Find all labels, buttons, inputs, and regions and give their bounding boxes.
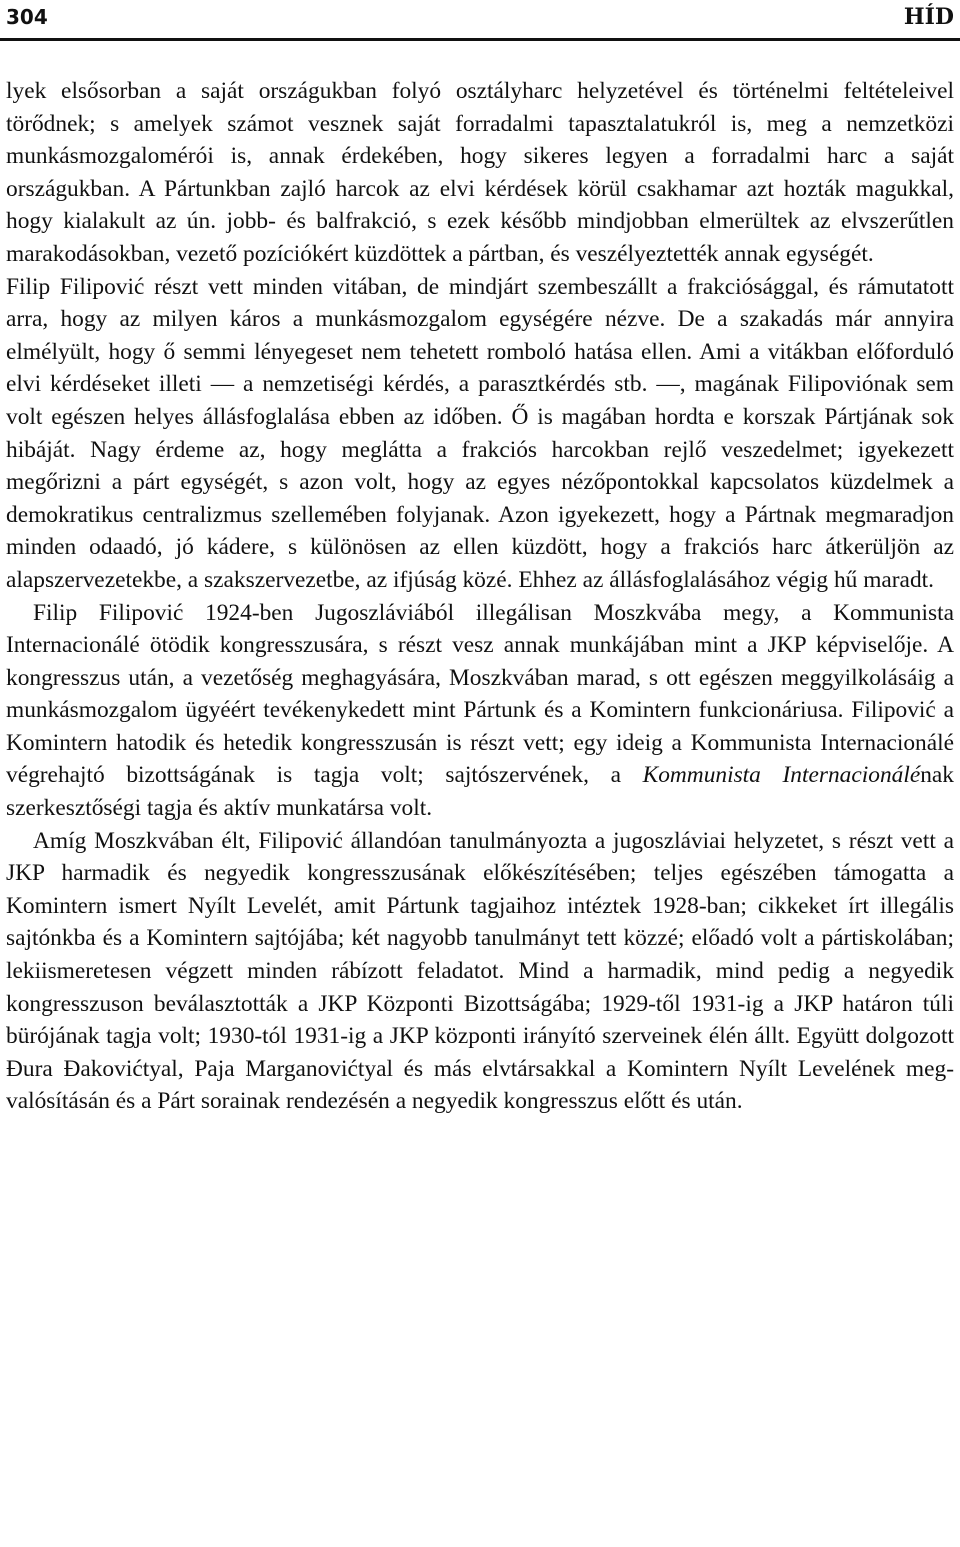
page-number: 304 (6, 5, 48, 29)
header-rule (0, 38, 960, 41)
paragraph-text: nak szerkesztőségi tagja és aktív munkatársa volt. (6, 762, 954, 822)
paragraph-text: Amíg Moszkvában élt, Filipović állandóan tanulmányozta a jugoszláviai helyzetet, s részt vett a JKP harmadik és negyedik kongresszusának előkészítésében; teljes egészében támogatta a Komintern ismert Nyílt Levelét, amit Pártunk tagjaihoz intéztek 1928-ban; cikkeket írt illegális sajtónkba és a Komintern sajtójába; két nagyobb tanulmányt tett közzé; előadó volt a pártiskolában; lekiismeretesen végzett minden rábízott feladatot. Mind a harmadik, mind pedig a negyedik kongresszuson beválasztották a JKP Központi Bizottságába; 1929-től 1931-ig a JKP határon túli bürójának tagja volt; 1930-tól 1931-ig a JKP központi irányító szerveinek élén állt. Együtt dolgozott Đura Đakovićtyal, Paja Marganovićtyal és más elvtársakkal a Komintern Nyílt Levelének megvalósításán és a Párt sorainak rendezésén a negyedik kongresszus előtt és után. (6, 827, 954, 1115)
body-text (6, 75, 954, 1118)
paragraph-text: Filip Filipović részt vett minden vitában, de mindjárt szembeszállt a frakciósággal, és rámutatott arra, hogy az milyen káros a munkásmozgalom egységére nézve. De a szakadás már annyira elmélyült, hogy ő semmi lényegeset nem tehetett romboló hatása ellen. Ami a vitákban előforduló elvi kérdéseket illeti — a nemzetiségi kérdés, a parasztkérdés stb. —, magának Filipoviónak sem volt egészen helyes állásfoglalása ebben az időben. Ő is magában hordta e korszak Pártjának sok hibáját. Nagy érdeme az, hogy meglátta a frakciós harcokban rejlő veszedelmet; igyekezett megőrizni a párt egységét, s azon volt, hogy az egyes nézőpontokkal kapcsolatos küzdelmek a demokratikus centralizmus szellemében folyjanak. Azon igyekezett, hogy a Pártnak megmaradjon minden odaadó, jó kádere, s különösen az ellen küzdött, hogy a frakciós harc átkerüljön az alapszervezetekbe, a szakszervezetbe, az ifjúság közé. Ehhez az állásfoglalásához végig hű maradt. (6, 273, 954, 593)
paragraph (6, 75, 954, 271)
paragraph (6, 597, 954, 825)
paragraph-text: lyek elsősorban a saját országukban folyó osztályharc helyzetével és történelmi feltételeivel törődnek; s amelyek számot vesznek saját forradalmi tapasztalatukról is, meg a nemzetközi munkásmozgalomérói is, annak érdekében, hogy sikeres legyen a forradalmi harc a saját országukban. A Pártunkban zajló harcok az elvi kérdések körül csakhamar azt hozták magukkal, hogy kialakult az ún. jobb- és balfrakció, s ezek később mindjobban elmerültek az elvszerűtlen marakodásokban, vezető pozíciókért küzdöttek a pártban, és veszélyeztették annak egységét. (6, 78, 954, 267)
paragraph (6, 271, 954, 597)
paragraph (6, 825, 954, 1118)
running-title: HÍD (903, 4, 954, 30)
italic-title: Kommunista Internacionálé (642, 762, 921, 789)
page-header (6, 0, 954, 34)
paragraph-text: Filip Filipović 1924-ben Jugoszláviából illegálisan Moszkvába megy, a Kommunista Internacionálé ötödik kongresszusára, s részt vesz annak munkájában mint a JKP képviselője. A kongresszus után, a vezetőség meghagyására, Moszkvában marad, s ott egészen meggyilkolásáig a munkásmozgalom ügyéért tevékenykedett mint Pártunk és a Komintern funkcionáriusa. Filipović a Komintern hatodik és hetedik kongresszusán is részt vett; egy ideig a Kommunista Internacionálé végrehajtó bizottságának is tagja volt; sajtószervének, a (6, 599, 954, 789)
